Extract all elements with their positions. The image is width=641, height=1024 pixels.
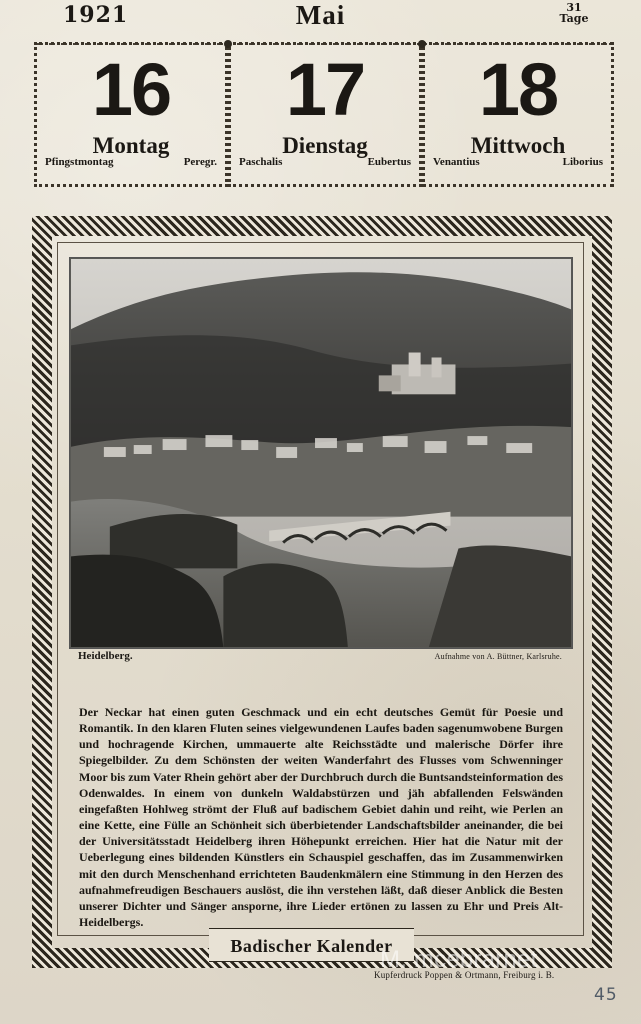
photo-caption-place: Heidelberg. — [78, 650, 133, 662]
saint-left: Paschalis — [239, 156, 283, 168]
day-saints — [433, 156, 603, 168]
day-saints — [45, 156, 217, 168]
article-text: Der Neckar hat einen guten Geschmack und ein echt deutsches Gemüt für Poesie und Romantik. In den klaren Fluten seines vielgewundenen Laufes baden sagenumwobene Burgen und hochragende Kirchen, ummauerte alte Reichsstädte und malerische Dörfer ihre Spiegelbilder. Zu dem Schönsten der weiten Wanderfahrt des Flusses vom Schwenninger Moor bis zum Vater Rhein gehört aber der Durchbruch durch die Buntsandsteinformation des Odenwaldes. In einem von dunkeln Waldabstürzen und jäh abfallenden Felswänden eingefaßten Hohlweg strömt der Fluß auf badischem Gebiet dahin und reiht, wie Perlen an eine Kette, eine Fülle an Schönheit sich überbietender Landschaftsbilder aneinander, die bei der Universitätsstadt Heidelberg ihren Höhepunkt erreichen. Hier hat die Natur mit der Ueberlegung eines bildenden Künstlers ein Schauspiel geschaffen, das im Zusammenwirken mit den durch Menschenhand errichteten Baudenkmälern eine Stimmung in den Herzen des aufnahmefreudigen Beschauers auslöst, die ihn verstehen läßt, daß dieser Anblick die Besten unserer Dichter und Sänger ansporne, ihre Lieder ertönen zu lassen zu Ehr und Preis Alt-Heidelbergs. — [79, 705, 563, 930]
day-box-17 — [228, 42, 422, 187]
photo-caption-credit: Aufnahme von A. Büttner, Karlsruhe. — [434, 652, 562, 661]
watermark: M. mcebrarnet — [380, 946, 538, 973]
day-weekday: Dienstag — [282, 133, 368, 158]
calendar-banner: Badischer Kalender — [209, 928, 414, 962]
day-box-16 — [34, 42, 228, 187]
day-box-18 — [422, 42, 614, 187]
day-saints — [239, 156, 411, 168]
year-label: 1921 — [63, 2, 129, 28]
day-number: 18 — [478, 48, 558, 131]
month-title: Mai — [295, 0, 346, 30]
saint-right: Peregr. — [183, 156, 217, 168]
saint-left: Venantius — [433, 156, 480, 168]
printer-credit: Kupferdruck Poppen & Ortmann, Freiburg i. B. — [374, 970, 555, 980]
pencil-page-mark: 45 — [594, 985, 618, 1005]
saint-right: Liborius — [562, 156, 603, 168]
day-number: 16 — [91, 48, 171, 131]
photo-illustration — [70, 258, 572, 648]
day-weekday: Montag — [92, 133, 170, 158]
saint-left: Pfingstmontag — [45, 156, 114, 168]
ornament-dot — [418, 40, 426, 48]
heidelberg-photo — [69, 257, 573, 649]
day-weekday: Mittwoch — [470, 133, 566, 158]
day-number: 17 — [285, 48, 365, 131]
days-total-label: 31 Tage — [559, 1, 589, 25]
saint-right: Eubertus — [367, 156, 411, 168]
ornament-dot — [224, 40, 232, 48]
